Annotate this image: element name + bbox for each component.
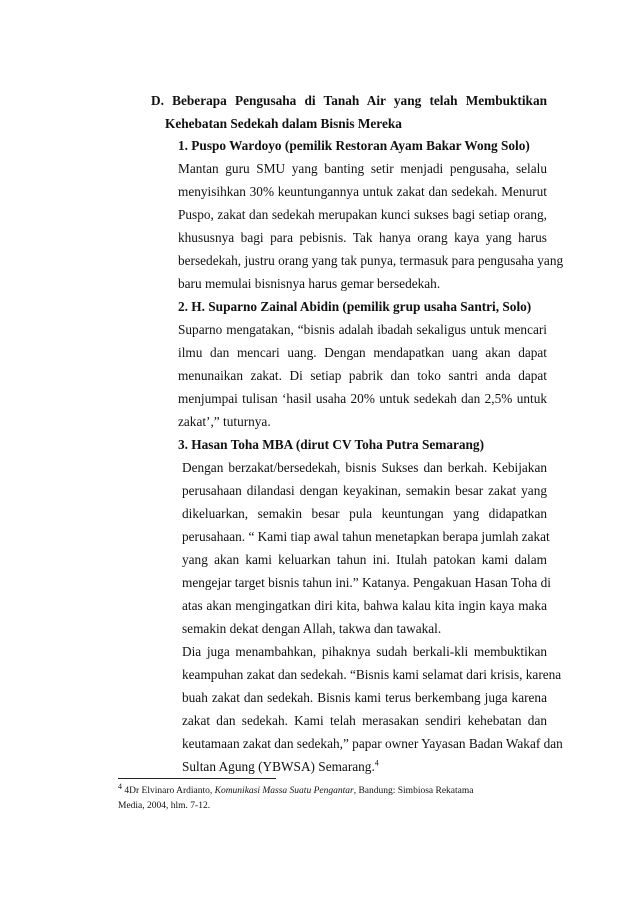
paragraph-line: atas akan mengingatkan diri kita, bahwa kalau kita ingin kaya maka — [182, 598, 547, 613]
item-title-3: 3. Hasan Toha MBA (dirut CV Toha Putra Semarang) — [178, 437, 485, 452]
paragraph-line: perusahaan. “ Kami tiap awal tahun menetapkan berapa jumlah zakat — [182, 529, 550, 544]
paragraph-line: semakin dekat dengan Allah, takwa dan tawakal. — [182, 621, 442, 636]
item-title-2: 2. H. Suparno Zainal Abidin (pemilik grup usaha Santri, Solo) — [178, 299, 532, 314]
paragraph-line: Dengan berzakat/bersedekah, bisnis Sukses dan berkah. Kebijakan — [182, 460, 547, 475]
footnote-reference[interactable]: 4 — [374, 758, 379, 768]
paragraph-line: Mantan guru SMU yang banting setir menjadi pengusaha, selalu — [178, 161, 547, 176]
paragraph-line: yang akan kami keluarkan tahun ini. Itulah patokan kami dalam — [182, 552, 547, 567]
paragraph-line-last — [182, 760, 379, 773]
paragraph-line: zakat dan sedekah. Kami telah merasakan sendiri kehebatan dan — [182, 713, 547, 728]
item-title-1: 1. Puspo Wardoyo (pemilik Restoran Ayam Bakar Wong Solo) — [178, 138, 530, 153]
section-heading: D. Beberapa Pengusaha di Tanah Air yang telah Membuktikan — [151, 93, 547, 108]
paragraph-line: mengejar target bisnis tahun ini.” Katanya. Pengakuan Hasan Toha di — [182, 575, 551, 590]
paragraph-line: keampuhan zakat dan sedekah. “Bisnis kami selamat dari krisis, karena — [182, 667, 562, 682]
section-heading-continued: Kehebatan Sedekah dalam Bisnis Mereka — [165, 116, 402, 131]
paragraph-line: menjumpai tulisan ‘hasil usaha 20% untuk sedekah dan 2,5% untuk — [178, 391, 547, 406]
footnote-prefix: 4Dr Elvinaro Ardianto, — [124, 786, 215, 797]
paragraph-line: ilmu dan mencari uang. Dengan mendapatkan uang akan dapat — [178, 345, 547, 360]
paragraph-line: menyisihkan 30% keuntungannya untuk zakat dan sedekah. Menurut — [178, 184, 547, 199]
paragraph-line: bersedekah, justru orang yang tak punya, termasuk para pengusaha yang — [178, 253, 564, 268]
paragraph-line: perusahaan dilandasi dengan keyakinan, semakin besar zakat yang — [182, 483, 547, 498]
paragraph-line-text: Sultan Agung (YBWSA) Semarang. — [182, 759, 375, 774]
paragraph-line: baru memulai bisnisnya harus gemar bersedekah. — [178, 276, 441, 291]
footnote-book-title: Komunikasi Massa Suatu Pengantar — [214, 786, 354, 797]
paragraph-line: buah zakat dan sedekah. Bisnis kami terus berkembang juga karena — [182, 690, 547, 705]
paragraph-line: menunaikan zakat. Di setiap pabrik dan toko santri anda dapat — [178, 368, 547, 383]
footnote-marker: 4 — [118, 782, 122, 791]
footnote-suffix: , Bandung: Simbiosa Rekatama — [353, 786, 474, 797]
footnote-separator — [118, 778, 276, 779]
paragraph-line: dikeluarkan, semakin besar pula keuntungan yang didapatkan — [182, 506, 547, 521]
footnote-line-1 — [118, 782, 474, 797]
paragraph-line: Suparno mengatakan, “bisnis adalah ibadah sekaligus untuk mencari — [178, 322, 547, 337]
paragraph-line: Puspo, zakat dan sedekah merupakan kunci sukses bagi setiap orang, — [178, 207, 547, 222]
footnote-line-2: Media, 2004, hlm. 7-12. — [118, 801, 211, 811]
paragraph-line: keutamaan zakat dan sedekah,” papar owner Yayasan Badan Wakaf dan — [182, 736, 563, 751]
paragraph-line: khususnya bagi para pebisnis. Tak hanya orang kaya yang harus — [178, 230, 547, 245]
paragraph-line: zakat’,” tuturnya. — [178, 414, 271, 429]
paragraph-line: Dia juga menambahkan, pihaknya sudah berkali-kli membuktikan — [182, 644, 547, 659]
